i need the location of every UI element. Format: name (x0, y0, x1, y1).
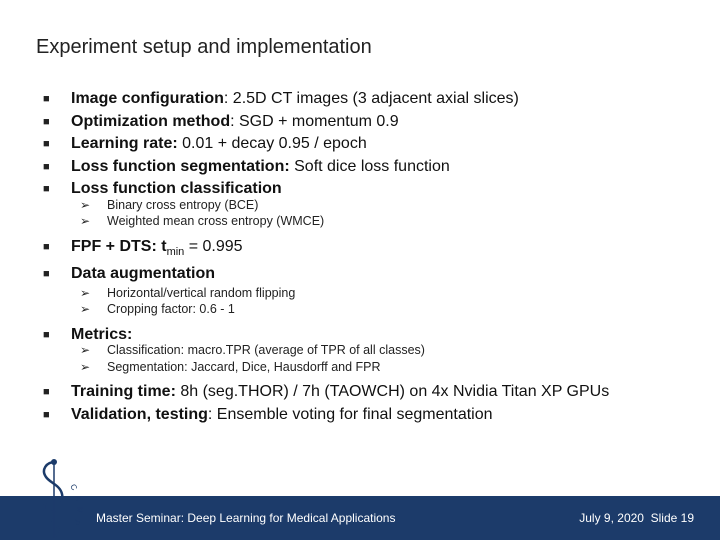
sub-item-text: Segmentation: Jaccard, Dice, Hausdorff and FPR (107, 359, 381, 374)
sub-list-augmentation (40, 285, 700, 318)
square-bullet-icon: ■ (43, 268, 50, 281)
sub-item (40, 342, 700, 359)
bullet-fpf-dts (40, 236, 700, 264)
square-bullet-icon: ■ (43, 386, 50, 399)
sub-item-text: Classification: macro.TPR (average of TPR of all classes) (107, 343, 425, 358)
footer-seminar-title: Master Seminar: Deep Learning for Medical Applications (96, 511, 396, 525)
bullet-optimization-method (40, 111, 700, 134)
bullet-label: Learning rate: (71, 135, 178, 152)
bullet-training-time (40, 381, 700, 404)
bullet-text: : SGD + momentum 0.9 (230, 112, 399, 130)
arrow-bullet-icon: ➢ (80, 197, 91, 212)
sub-list-classification (40, 197, 700, 230)
square-bullet-icon: ■ (43, 115, 50, 128)
sub-item (40, 301, 700, 318)
bullet-label: FPF + DTS: t (71, 237, 167, 255)
sub-item (40, 213, 700, 230)
bullet-label: Optimization method (71, 112, 231, 130)
bullet-image-configuration (40, 88, 700, 111)
bullet-label: Metrics: (71, 325, 133, 343)
bullet-text: 8h (seg.THOR) / 7h (TAOWCH) on 4x Nvidia Titan XP GPUs (175, 383, 610, 401)
bullet-label: Image configuration (71, 90, 224, 107)
arrow-bullet-icon: ➢ (80, 214, 91, 228)
bullet-text: = 0.995 (184, 237, 243, 255)
square-bullet-icon: ■ (43, 160, 50, 173)
sub-item (40, 285, 700, 302)
bullet-text: : Ensemble voting for final segmentation (207, 405, 493, 423)
slide-title: Experiment setup and implementation (36, 36, 372, 58)
bullet-label: Data augmentation (71, 265, 216, 283)
bullet-text: 0.01 + decay 0.95 / epoch (177, 135, 367, 152)
sub-item-text: Horizontal/vertical random flipping (107, 285, 296, 300)
arrow-bullet-icon: ➢ (80, 359, 91, 374)
bullet-loss-segmentation (40, 156, 700, 179)
svg-text:M: M (75, 507, 84, 514)
slide-content (40, 88, 700, 426)
sub-item (40, 359, 700, 376)
bullet-label: Training time: (71, 383, 176, 401)
square-bullet-icon: ■ (43, 408, 50, 421)
sub-list-metrics (40, 342, 700, 375)
bullet-label: Validation, testing (71, 405, 208, 423)
svg-text:A: A (73, 494, 84, 502)
camp-logo (24, 456, 90, 540)
arrow-bullet-icon: ➢ (80, 285, 91, 300)
square-bullet-icon: ■ (43, 138, 50, 150)
bullet-data-augmentation (40, 263, 700, 286)
footer-date-slide: July 9, 2020 Slide 19 (579, 511, 694, 525)
arrow-bullet-icon: ➢ (80, 343, 91, 358)
bullet-learning-rate (40, 133, 700, 156)
square-bullet-icon: ■ (43, 93, 50, 105)
sub-item-text: Cropping factor: 0.6 - 1 (107, 302, 235, 317)
sub-item-text: Binary cross entropy (BCE) (107, 197, 259, 212)
sub-item (40, 197, 700, 214)
sub-item-text: Weighted mean cross entropy (WMCE) (107, 214, 325, 228)
svg-text:P: P (71, 518, 82, 527)
arrow-bullet-icon: ➢ (80, 302, 91, 317)
bullet-text: : 2.5D CT images (3 adjacent axial slices) (223, 90, 519, 107)
square-bullet-icon: ■ (43, 240, 50, 253)
square-bullet-icon: ■ (43, 183, 50, 195)
subscript-min: min (166, 245, 185, 258)
bullet-validation-testing (40, 404, 700, 427)
bullet-label: Loss function classification (71, 180, 282, 197)
bullet-label: Loss function segmentation: (71, 157, 290, 175)
footer-bar (0, 496, 720, 540)
square-bullet-icon: ■ (43, 328, 50, 341)
svg-text:C: C (68, 482, 79, 493)
bullet-text: Soft dice loss function (289, 157, 450, 175)
